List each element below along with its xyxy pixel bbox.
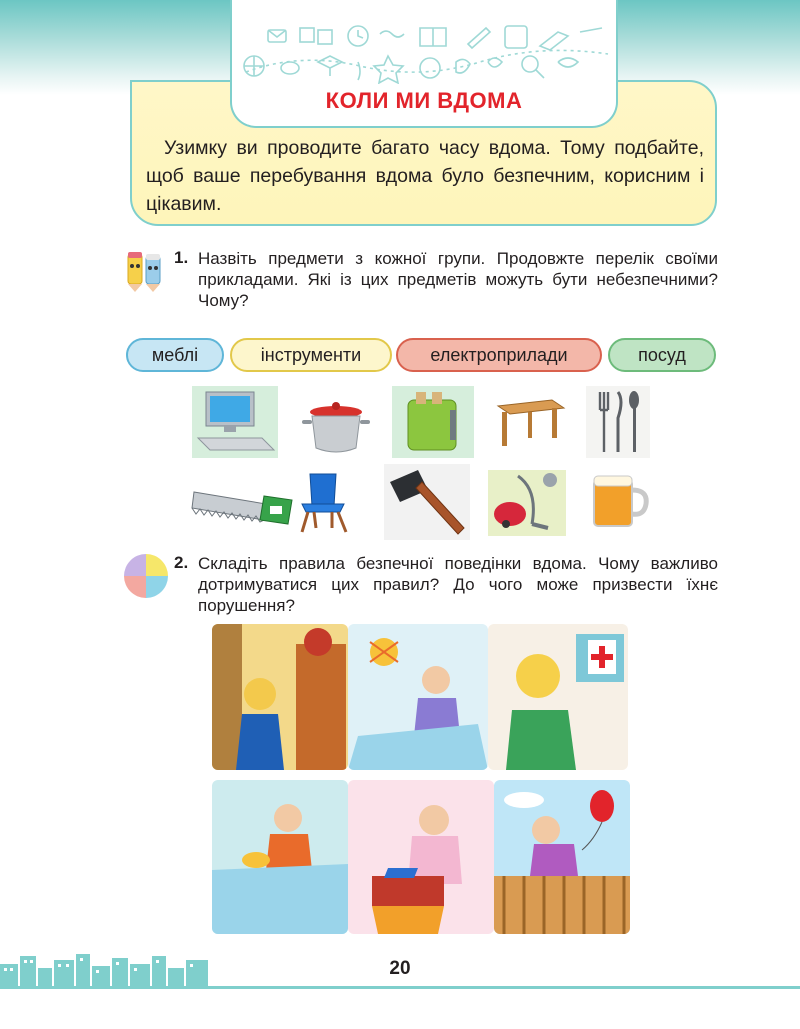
- page-number: 20: [389, 958, 411, 979]
- toaster-picture: [392, 386, 474, 458]
- chair-picture: [292, 470, 358, 534]
- pencils-icon: [122, 248, 170, 292]
- phone-iron-scene: [348, 780, 494, 934]
- category-dishes: посуд: [608, 338, 716, 372]
- category-tools: інструменти: [230, 338, 392, 372]
- table-picture: [494, 392, 566, 450]
- medicine-scene: [488, 624, 628, 770]
- hot-kettle-scene: [212, 780, 348, 934]
- task-2-number: 2.: [174, 553, 189, 572]
- intro-text: Узимку ви проводите багато часу вдома. Тому подбайте, щоб ваше перебування вдома було безпечним, корисним і цікавим.: [146, 137, 704, 215]
- page-title: КОЛИ МИ ВДОМА: [325, 88, 523, 113]
- cutlery-picture: [586, 386, 650, 458]
- pot-picture: [300, 394, 372, 458]
- task-1-number: 1.: [174, 248, 189, 267]
- title-tab: [230, 0, 618, 128]
- school-doodles-icon: [240, 22, 610, 84]
- balcony-balloon-scene: [494, 780, 630, 934]
- stranger-at-door-scene: [212, 624, 348, 770]
- task-2-text: Складіть правила безпечної поведінки вдома. Чому важливо дотримуватися цих правил? До чого може призвести їхнє порушення?: [198, 554, 718, 615]
- mug-picture: [584, 472, 654, 530]
- four-color-circle-icon: [124, 554, 168, 598]
- saw-picture: [188, 474, 298, 528]
- sparkler-scene: [348, 624, 488, 770]
- vacuum-cleaner-picture: [488, 470, 566, 536]
- category-appliances: електроприлади: [396, 338, 602, 372]
- footer-line: [0, 986, 800, 989]
- category-furniture: меблі: [126, 338, 224, 372]
- task-1-text: Назвіть предмети з кожної групи. Продовжте перелік своїми прикладами. Які із цих предметів можуть бути небезпечними? Чому?: [198, 249, 718, 310]
- city-skyline-icon: [0, 950, 210, 990]
- computer-picture: [192, 386, 278, 458]
- hammer-picture: [384, 464, 470, 540]
